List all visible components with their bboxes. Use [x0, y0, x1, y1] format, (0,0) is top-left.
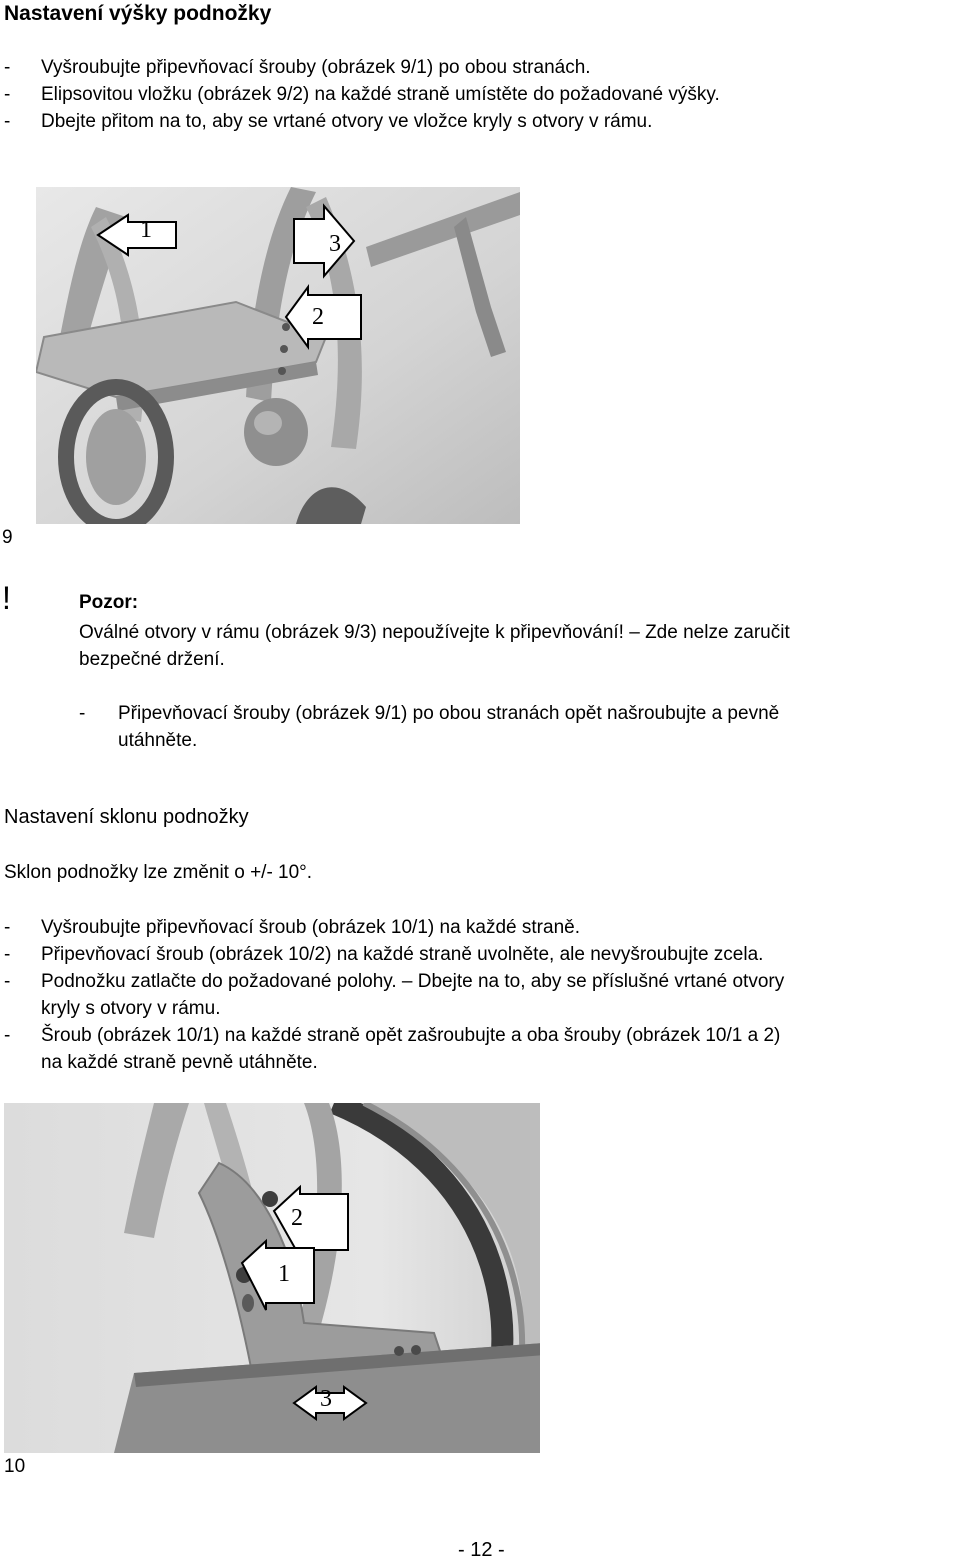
warning-text: Oválné otvory v rámu (obrázek 9/3) nepoužívejte k připevňování! – Zde nelze zaručit bezpečné držení.	[79, 622, 790, 670]
callout-label: 2	[312, 304, 324, 330]
section-heading-tilt: Nastavení sklonu podnožky	[4, 806, 249, 828]
intro-text: Sklon podnožky lze změnit o +/- 10°.	[4, 862, 313, 883]
page-number: - 12 -	[458, 1539, 505, 1561]
warning-title: Pozor:	[79, 592, 139, 613]
section-heading-height: Nastavení výšky podnožky	[4, 2, 272, 25]
figure-10-photo	[4, 1103, 540, 1453]
callout-label: 3	[329, 231, 341, 257]
figure-number: 9	[2, 527, 13, 548]
warning-icon: !	[2, 580, 11, 616]
callout-label: 3	[320, 1386, 332, 1412]
callout-label: 1	[140, 217, 152, 243]
figure-9-photo	[36, 187, 520, 524]
callout-label: 1	[278, 1261, 290, 1287]
figure-number: 10	[4, 1456, 26, 1477]
callout-label: 2	[291, 1205, 303, 1231]
